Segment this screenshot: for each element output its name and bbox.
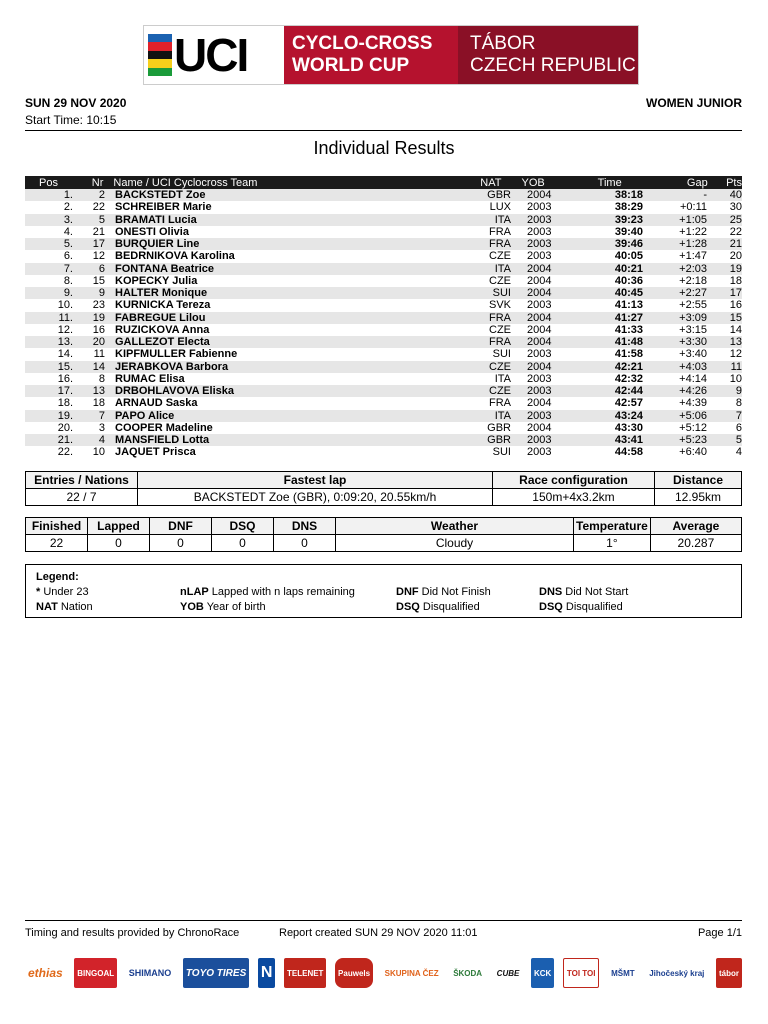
cell-name: SCHREIBER Marie xyxy=(115,201,212,214)
table-row xyxy=(25,214,742,226)
cell-nr: 7 xyxy=(98,409,105,422)
cell-nat: SVK xyxy=(488,299,511,312)
cell-gap: +5:23 xyxy=(679,434,707,447)
race-category: WOMEN JUNIOR xyxy=(646,96,742,110)
cell-pts: 18 xyxy=(729,274,742,287)
table-row xyxy=(25,373,742,385)
col-time: Time xyxy=(597,176,622,189)
cell-time: 38:18 xyxy=(614,189,643,202)
cell-nat: GBR xyxy=(487,421,511,434)
banner-venue xyxy=(458,26,638,84)
cell-time: 40:36 xyxy=(614,274,643,287)
table-row xyxy=(25,275,742,287)
temperature-value: 1° xyxy=(574,535,651,552)
cell-nr: 9 xyxy=(98,287,105,300)
cell-time: 42:21 xyxy=(614,360,643,373)
cell-nat: CZE xyxy=(489,250,511,263)
cell-gap: - xyxy=(703,189,707,202)
cell-pts: 15 xyxy=(729,311,742,324)
cell-nr: 6 xyxy=(98,262,105,275)
cell-time: 38:29 xyxy=(614,201,643,214)
cell-gap: +2:18 xyxy=(679,274,707,287)
cell-pts: 8 xyxy=(735,397,742,410)
race-date: SUN 29 NOV 2020 xyxy=(25,96,127,110)
cell-gap: +4:03 xyxy=(679,360,707,373)
cell-pos: 2. xyxy=(63,201,73,214)
cell-gap: +3:15 xyxy=(679,323,707,336)
cell-nat: LUX xyxy=(489,201,511,214)
cell-gap: +1:22 xyxy=(679,225,707,238)
cell-nr: 22 xyxy=(92,201,105,214)
cell-gap: +2:27 xyxy=(679,287,707,300)
cell-name: GALLEZOT Electa xyxy=(115,336,210,349)
lapped-label: Lapped xyxy=(88,518,150,535)
fastest-lap-value: BACKSTEDT Zoe (GBR), 0:09:20, 20.55km/h xyxy=(138,489,493,506)
race-config-value: 150m+4x3.2km xyxy=(493,489,655,506)
cell-gap: +2:03 xyxy=(679,262,707,275)
legend-dns: DNS Did Not Start xyxy=(539,586,629,598)
cell-pts: 5 xyxy=(735,434,742,447)
cell-pts: 16 xyxy=(729,299,742,312)
cell-yob: 2003 xyxy=(527,372,552,385)
results-table xyxy=(25,176,742,459)
cell-pos: 14. xyxy=(57,348,73,361)
legend-title: Legend: xyxy=(36,571,79,583)
page-title: Individual Results xyxy=(313,138,455,158)
cell-pts: 11 xyxy=(730,360,742,373)
cell-pos: 6. xyxy=(63,250,73,263)
cell-pts: 19 xyxy=(729,262,742,275)
entries-label: Entries / Nations xyxy=(26,472,138,489)
cell-pos: 16. xyxy=(57,372,73,385)
cell-yob: 2004 xyxy=(527,421,552,434)
footer-report: Report created SUN 29 NOV 2020 11:01 xyxy=(279,927,478,939)
cell-yob: 2004 xyxy=(527,311,552,324)
cell-name: FABREGUE Lilou xyxy=(115,311,206,324)
cell-nat: ITA xyxy=(494,213,511,226)
table-row xyxy=(25,201,742,213)
race-info-table xyxy=(25,471,742,506)
cell-name: HALTER Monique xyxy=(115,287,208,300)
cell-time: 41:58 xyxy=(614,348,643,361)
footer-timing: Timing and results provided by ChronoRace xyxy=(25,927,240,939)
cell-nr: 3 xyxy=(98,421,105,434)
cell-pts: 4 xyxy=(735,446,742,459)
sponsor-logo: N xyxy=(258,958,276,988)
cell-yob: 2004 xyxy=(527,360,552,373)
distance-value: 12.95km xyxy=(655,489,742,506)
cell-time: 44:58 xyxy=(614,446,643,459)
legend-nlap: nLAP Lapped with n laps remaining xyxy=(180,586,355,598)
footer-divider xyxy=(25,920,742,921)
cell-nr: 10 xyxy=(92,446,105,459)
cell-time: 42:44 xyxy=(614,385,643,398)
table-row xyxy=(25,397,742,409)
cell-gap: +1:47 xyxy=(679,250,707,263)
legend-dsq: DSQ Disqualified xyxy=(396,601,480,613)
dns-value: 0 xyxy=(274,535,336,552)
finished-value: 22 xyxy=(26,535,88,552)
col-name: Name / UCI Cyclocross Team xyxy=(113,176,258,189)
sponsor-logo: CUBE xyxy=(496,968,520,978)
cell-pos: 22. xyxy=(57,446,73,459)
cell-gap: +4:26 xyxy=(679,385,707,398)
cell-pos: 10. xyxy=(57,299,73,312)
cell-name: COOPER Madeline xyxy=(115,421,213,434)
legend-yob: YOB Year of birth xyxy=(180,601,266,613)
table-row xyxy=(25,250,742,262)
banner-venue-line1: TÁBOR xyxy=(470,33,536,54)
cell-time: 43:30 xyxy=(614,421,643,434)
uci-logo xyxy=(144,26,284,84)
cell-pos: 21. xyxy=(57,434,73,447)
cell-nr: 20 xyxy=(92,336,105,349)
cell-yob: 2003 xyxy=(527,299,552,312)
dsq-value: 0 xyxy=(212,535,274,552)
rainbow-stripes-icon xyxy=(148,34,172,76)
cell-nat: SUI xyxy=(492,446,511,459)
col-yob: YOB xyxy=(521,176,545,189)
cell-yob: 2003 xyxy=(527,348,552,361)
table-row xyxy=(25,312,742,324)
cell-yob: 2004 xyxy=(527,189,552,202)
legend-dnf: DNF Did Not Finish xyxy=(396,586,491,598)
cell-pos: 13. xyxy=(57,336,73,349)
cell-name: FONTANA Beatrice xyxy=(115,262,215,275)
col-pos: Pos xyxy=(39,176,58,189)
table-row xyxy=(25,299,742,311)
sponsor-strip xyxy=(25,952,742,994)
cell-gap: +3:40 xyxy=(679,348,707,361)
cell-yob: 2004 xyxy=(527,397,552,410)
race-config-label: Race configuration xyxy=(493,472,655,489)
cell-pos: 15. xyxy=(57,360,73,373)
banner-title xyxy=(284,26,458,84)
cell-name: KURNICKA Tereza xyxy=(115,299,211,312)
cell-gap: +5:12 xyxy=(679,421,707,434)
cell-nat: FRA xyxy=(489,238,511,251)
col-gap: Gap xyxy=(686,176,708,189)
cell-pos: 3. xyxy=(63,213,73,226)
cell-pos: 5. xyxy=(63,238,73,251)
cell-nr: 16 xyxy=(92,323,105,336)
cell-name: BRAMATI Lucia xyxy=(115,213,197,226)
cell-pos: 4. xyxy=(63,225,73,238)
cell-time: 40:21 xyxy=(614,262,643,275)
table-row xyxy=(25,324,742,336)
cell-time: 43:24 xyxy=(614,409,643,422)
cell-nat: FRA xyxy=(489,336,511,349)
cell-pos: 17. xyxy=(57,385,73,398)
cell-nat: ITA xyxy=(494,262,511,275)
cell-pts: 6 xyxy=(735,421,742,434)
cell-name: MANSFIELD Lotta xyxy=(115,434,210,447)
cell-pts: 25 xyxy=(729,213,742,226)
table-row xyxy=(25,348,742,360)
cell-nat: ITA xyxy=(494,372,511,385)
cell-nat: FRA xyxy=(489,397,511,410)
temperature-label: Temperature xyxy=(574,518,651,535)
average-value: 20.287 xyxy=(650,535,741,552)
cell-gap: +4:39 xyxy=(679,397,707,410)
cell-pos: 19. xyxy=(57,409,73,422)
cell-nr: 4 xyxy=(98,434,105,447)
cell-gap: +3:30 xyxy=(679,336,707,349)
cell-nat: GBR xyxy=(487,189,511,202)
average-label: Average xyxy=(650,518,741,535)
cell-pts: 13 xyxy=(729,336,742,349)
cell-pts: 10 xyxy=(729,372,742,385)
cell-name: KIPFMULLER Fabienne xyxy=(115,348,238,361)
cell-pts: 7 xyxy=(735,409,742,422)
cell-time: 39:46 xyxy=(614,238,643,251)
divider xyxy=(25,130,742,131)
sponsor-logo: tábor xyxy=(716,958,742,988)
cell-nat: SUI xyxy=(492,348,511,361)
cell-yob: 2003 xyxy=(527,201,552,214)
cell-nr: 19 xyxy=(92,311,105,324)
cell-yob: 2004 xyxy=(527,323,552,336)
cell-time: 40:05 xyxy=(614,250,643,263)
cell-name: BEDRNIKOVA Karolina xyxy=(115,250,235,263)
table-row xyxy=(25,361,742,373)
cell-nr: 18 xyxy=(92,397,105,410)
dnf-value: 0 xyxy=(150,535,212,552)
cell-pos: 12. xyxy=(57,323,73,336)
cell-time: 39:23 xyxy=(614,213,643,226)
dnf-label: DNF xyxy=(150,518,212,535)
cell-yob: 2003 xyxy=(527,409,552,422)
cell-yob: 2004 xyxy=(527,262,552,275)
cell-time: 42:32 xyxy=(614,372,643,385)
cell-name: BURQUIER Line xyxy=(115,238,200,251)
table-row xyxy=(25,446,742,458)
start-time: Start Time: 10:15 xyxy=(25,113,117,127)
table-row xyxy=(25,385,742,397)
cell-pos: 11. xyxy=(58,311,73,324)
cell-nr: 17 xyxy=(92,238,105,251)
cell-time: 43:41 xyxy=(614,434,643,447)
cell-name: RUZICKOVA Anna xyxy=(115,323,210,336)
sponsor-logo: TELENET xyxy=(284,958,326,988)
lapped-value: 0 xyxy=(88,535,150,552)
weather-value: Cloudy xyxy=(336,535,574,552)
col-nr: Nr xyxy=(91,176,104,189)
cell-yob: 2003 xyxy=(527,385,552,398)
sponsor-logo: TOYO TIRES xyxy=(183,958,249,988)
stats-table xyxy=(25,517,742,552)
cell-gap: +0:11 xyxy=(679,201,707,214)
col-pts: Pts xyxy=(726,176,742,189)
sponsor-logo: Jihočeský kraj xyxy=(649,968,705,978)
cell-name: ONESTI Olivia xyxy=(115,225,189,238)
cell-time: 41:27 xyxy=(614,311,643,324)
cell-nr: 13 xyxy=(92,385,105,398)
legend-box xyxy=(25,564,742,618)
cell-nat: ITA xyxy=(494,409,511,422)
cell-pts: 9 xyxy=(735,385,742,398)
dns-label: DNS xyxy=(274,518,336,535)
table-row xyxy=(25,422,742,434)
cell-time: 39:40 xyxy=(614,225,643,238)
cell-pos: 9. xyxy=(63,287,73,300)
cell-yob: 2004 xyxy=(527,274,552,287)
cell-name: DRBOHLAVOVA Eliska xyxy=(115,385,234,398)
sponsor-logo: ŠKODA xyxy=(453,968,483,978)
cell-nr: 8 xyxy=(98,372,105,385)
cell-pos: 8. xyxy=(63,274,73,287)
results-body xyxy=(25,189,742,459)
sponsor-logo: SKUPINA ČEZ xyxy=(384,968,439,978)
entries-value: 22 / 7 xyxy=(26,489,138,506)
results-header xyxy=(25,176,742,189)
event-banner xyxy=(143,25,639,85)
cell-pos: 18. xyxy=(57,397,73,410)
legend-nat: NAT Nation xyxy=(36,601,93,613)
table-row xyxy=(25,238,742,250)
cell-gap: +1:05 xyxy=(679,213,707,226)
banner-title-line1: CYCLO-CROSS xyxy=(292,33,433,54)
cell-nat: SUI xyxy=(492,287,511,300)
finished-label: Finished xyxy=(26,518,88,535)
cell-yob: 2003 xyxy=(527,238,552,251)
cell-nat: FRA xyxy=(489,311,511,324)
table-row xyxy=(25,287,742,299)
cell-pts: 22 xyxy=(729,225,742,238)
table-row xyxy=(25,336,742,348)
cell-pos: 1. xyxy=(63,189,73,202)
cell-name: KOPECKY Julia xyxy=(115,274,198,287)
cell-name: PAPO Alice xyxy=(115,409,175,422)
distance-label: Distance xyxy=(655,472,742,489)
cell-pts: 12 xyxy=(729,348,742,361)
cell-pos: 20. xyxy=(57,421,73,434)
cell-pts: 30 xyxy=(729,201,742,214)
cell-name: JAQUET Prisca xyxy=(115,446,196,459)
cell-nr: 11 xyxy=(93,348,105,361)
cell-time: 41:33 xyxy=(614,323,643,336)
cell-pos: 7. xyxy=(63,262,73,275)
table-row xyxy=(25,434,742,446)
table-row xyxy=(25,226,742,238)
cell-nr: 12 xyxy=(92,250,105,263)
banner-title-line2: WORLD CUP xyxy=(292,55,410,76)
cell-pts: 14 xyxy=(729,323,742,336)
sponsor-logo: SHIMANO xyxy=(128,968,172,978)
fastest-lap-label: Fastest lap xyxy=(138,472,493,489)
cell-nr: 14 xyxy=(92,360,105,373)
cell-nr: 5 xyxy=(98,213,105,226)
cell-nr: 15 xyxy=(92,274,105,287)
table-row xyxy=(25,410,742,422)
weather-label: Weather xyxy=(336,518,574,535)
cell-pts: 20 xyxy=(729,250,742,263)
cell-pts: 21 xyxy=(729,238,742,251)
cell-gap: +3:09 xyxy=(679,311,707,324)
sponsor-logo: Pauwels xyxy=(335,958,373,988)
cell-nat: CZE xyxy=(489,360,511,373)
legend-u23: * Under 23 xyxy=(36,586,89,598)
col-nat: NAT xyxy=(480,176,502,189)
cell-pts: 40 xyxy=(729,189,742,202)
sponsor-logo: TOI TOI xyxy=(563,958,600,988)
cell-name: RUMAC Elisa xyxy=(115,372,185,385)
table-row xyxy=(25,189,742,201)
sponsor-logo: MŠMT xyxy=(611,968,635,978)
cell-gap: +5:06 xyxy=(679,409,707,422)
cell-yob: 2004 xyxy=(527,336,552,349)
legend-dsq-2: DSQ Disqualified xyxy=(539,601,623,613)
cell-gap: +4:14 xyxy=(679,372,707,385)
uci-logo-text: UCI xyxy=(174,29,248,81)
cell-nr: 2 xyxy=(98,189,105,202)
cell-pts: 17 xyxy=(729,287,742,300)
cell-time: 41:13 xyxy=(614,299,643,312)
dsq-label: DSQ xyxy=(212,518,274,535)
cell-yob: 2003 xyxy=(527,434,552,447)
cell-time: 40:45 xyxy=(614,287,643,300)
cell-yob: 2004 xyxy=(527,287,552,300)
footer-page: Page 1/1 xyxy=(697,927,742,939)
cell-nat: CZE xyxy=(489,274,511,287)
cell-yob: 2003 xyxy=(527,225,552,238)
cell-gap: +6:40 xyxy=(679,446,707,459)
cell-name: ARNAUD Saska xyxy=(115,397,198,410)
cell-gap: +2:55 xyxy=(679,299,707,312)
cell-nat: FRA xyxy=(489,225,511,238)
cell-yob: 2003 xyxy=(527,213,552,226)
cell-nr: 23 xyxy=(92,299,105,312)
cell-name: BACKSTEDT Zoe xyxy=(115,189,206,202)
cell-gap: +1:28 xyxy=(679,238,707,251)
cell-time: 42:57 xyxy=(614,397,643,410)
sponsor-logo: KCK xyxy=(531,958,554,988)
cell-nat: CZE xyxy=(489,385,511,398)
cell-nat: CZE xyxy=(489,323,511,336)
banner-venue-line2: CZECH REPUBLIC xyxy=(470,55,636,76)
cell-time: 41:48 xyxy=(614,336,643,349)
cell-nat: GBR xyxy=(487,434,511,447)
sponsor-logo: BINGOAL xyxy=(74,958,117,988)
table-row xyxy=(25,263,742,275)
sponsor-logo: ethias xyxy=(28,966,63,980)
cell-yob: 2003 xyxy=(527,446,552,459)
cell-yob: 2003 xyxy=(527,250,552,263)
cell-nr: 21 xyxy=(92,225,105,238)
cell-name: JERABKOVA Barbora xyxy=(115,360,229,373)
